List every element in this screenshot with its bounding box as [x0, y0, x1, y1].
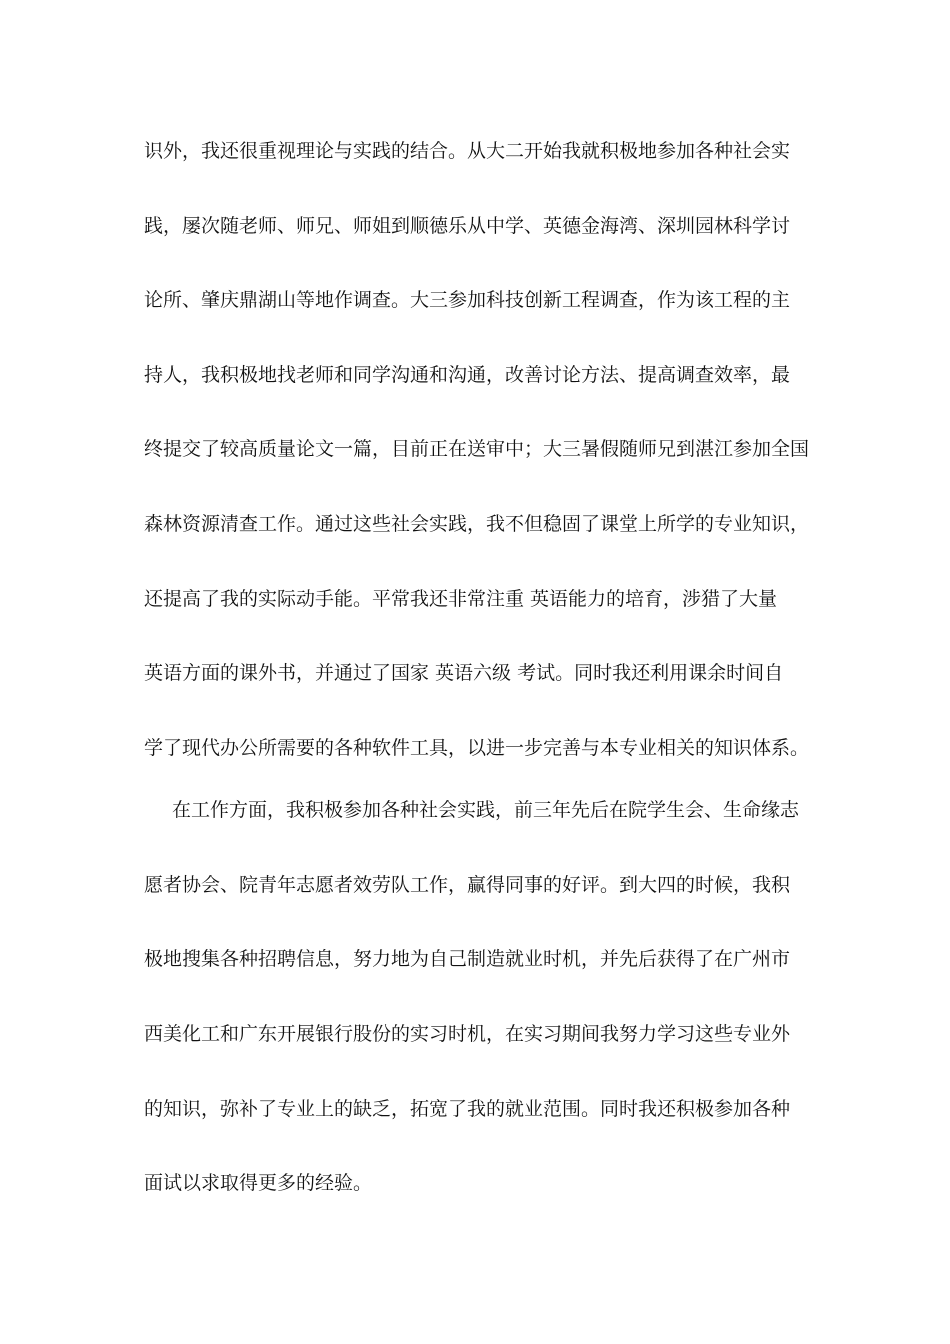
paragraph-line: 西美化工和广东开展银行股份的实习时机，在实习期间我努力学习这些专业外: [144, 1023, 791, 1045]
paragraph-line: 森林资源清查工作。通过这些社会实践，我不但稳固了课堂上所学的专业知识，: [144, 513, 810, 535]
paragraph-line: 极地搜集各种招聘信息，努力地为自己制造就业时机，并先后获得了在广州市: [144, 948, 791, 970]
paragraph-line: 面试以求取得更多的经验。: [144, 1172, 373, 1194]
paragraph-line: 践，屡次随老师、师兄、师姐到顺德乐从中学、英德金海湾、深圳园林科学讨: [144, 215, 791, 237]
paragraph-line: 论所、肇庆鼎湖山等地作调查。大三参加科技创新工程调查，作为该工程的主: [144, 289, 791, 311]
paragraph-first-line: 在工作方面，我积极参加各种社会实践，前三年先后在院学生会、生命缘志: [172, 799, 800, 821]
paragraph-line: 持人，我积极地找老师和同学沟通和沟通，改善讨论方法、提高调查效率，最: [144, 364, 791, 386]
paragraph-line: 识外，我还很重视理论与实践的结合。从大二开始我就积极地参加各种社会实: [144, 140, 791, 162]
paragraph-line: 的知识，弥补了专业上的缺乏，拓宽了我的就业范围。同时我还积极参加各种: [144, 1098, 791, 1120]
paragraph-line: 还提高了我的实际动手能。平常我还非常注重 英语能力的培育，涉猎了大量: [144, 588, 778, 610]
paragraph-line: 学了现代办公所需要的各种软件工具，以进一步完善与本专业相关的知识体系。: [144, 737, 810, 759]
paragraph-line: 英语方面的课外书，并通过了国家 英语六级 考试。同时我还利用课余时间自: [144, 662, 784, 684]
paragraph-line: 愿者协会、院青年志愿者效劳队工作，赢得同事的好评。到大四的时候，我积: [144, 874, 791, 896]
paragraph-line: 终提交了较高质量论文一篇，目前正在送审中；大三暑假随师兄到湛江参加全国: [144, 438, 810, 460]
